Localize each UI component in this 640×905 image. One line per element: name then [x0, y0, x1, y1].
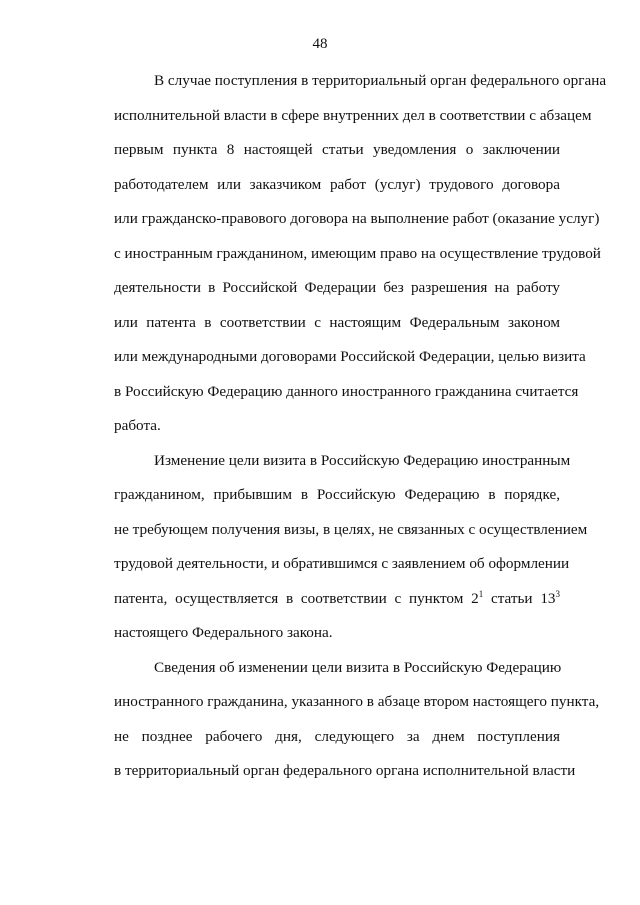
text-line: исполнительной власти в сфере внутренних дел в соответствии с абзацем: [114, 106, 592, 124]
page-number: 48: [312, 36, 328, 52]
text-line: В случае поступления в территориальный орган федерального органа: [154, 72, 607, 89]
text-line: или патента в соответствии с настоящим Федеральным законом: [114, 313, 560, 331]
text-line: или гражданско-правового договора на выполнение работ (оказание услуг): [114, 210, 600, 227]
text-line: работодателем или заказчиком работ (услуг) трудового договора: [114, 175, 560, 193]
text-segment: статьи 13: [483, 589, 556, 607]
text-line: настоящего Федерального закона.: [114, 624, 333, 641]
text-line: трудовой деятельности, и обратившимся с заявлением об оформлении: [114, 555, 570, 572]
superscript: 1: [478, 588, 484, 599]
text-line-with-references: [74, 582, 560, 617]
text-line: иностранного гражданина, указанного в абзаце втором настоящего пункта,: [114, 693, 600, 710]
text-line: не позднее рабочего дня, следующего за днем поступления: [114, 727, 560, 745]
text-line: не требующем получения визы, в целях, не связанных с осуществлением: [114, 520, 588, 538]
text-line: Сведения об изменении цели визита в Российскую Федерацию: [154, 658, 562, 676]
document-body: [74, 64, 607, 789]
text-segment: патента, осуществляется в соответствии с пунктом 2: [114, 589, 479, 607]
text-line: или международными договорами Российской Федерации, целью визита: [114, 348, 586, 365]
superscript: 3: [555, 588, 561, 599]
text-line: деятельности в Российской Федерации без разрешения на работу: [114, 279, 560, 296]
paragraph-visit-purpose-information: [74, 651, 600, 789]
text-line: Изменение цели визита в Российскую Федерацию иностранным: [154, 451, 571, 469]
text-line: в Российскую Федерацию данного иностранного гражданина считается: [114, 382, 579, 400]
paragraph-visit-purpose-work: [74, 64, 607, 444]
text-line: гражданином, прибывшим в Российскую Федерацию в порядке,: [114, 486, 560, 503]
paragraph-visit-purpose-change: [74, 444, 588, 651]
text-line: работа.: [114, 417, 161, 434]
text-line: в территориальный орган федерального органа исполнительной власти: [114, 762, 576, 779]
text-line: первым пункта 8 настоящей статьи уведомления о заключении: [114, 141, 560, 158]
text-line: с иностранным гражданином, имеющим право на осуществление трудовой: [114, 244, 601, 262]
